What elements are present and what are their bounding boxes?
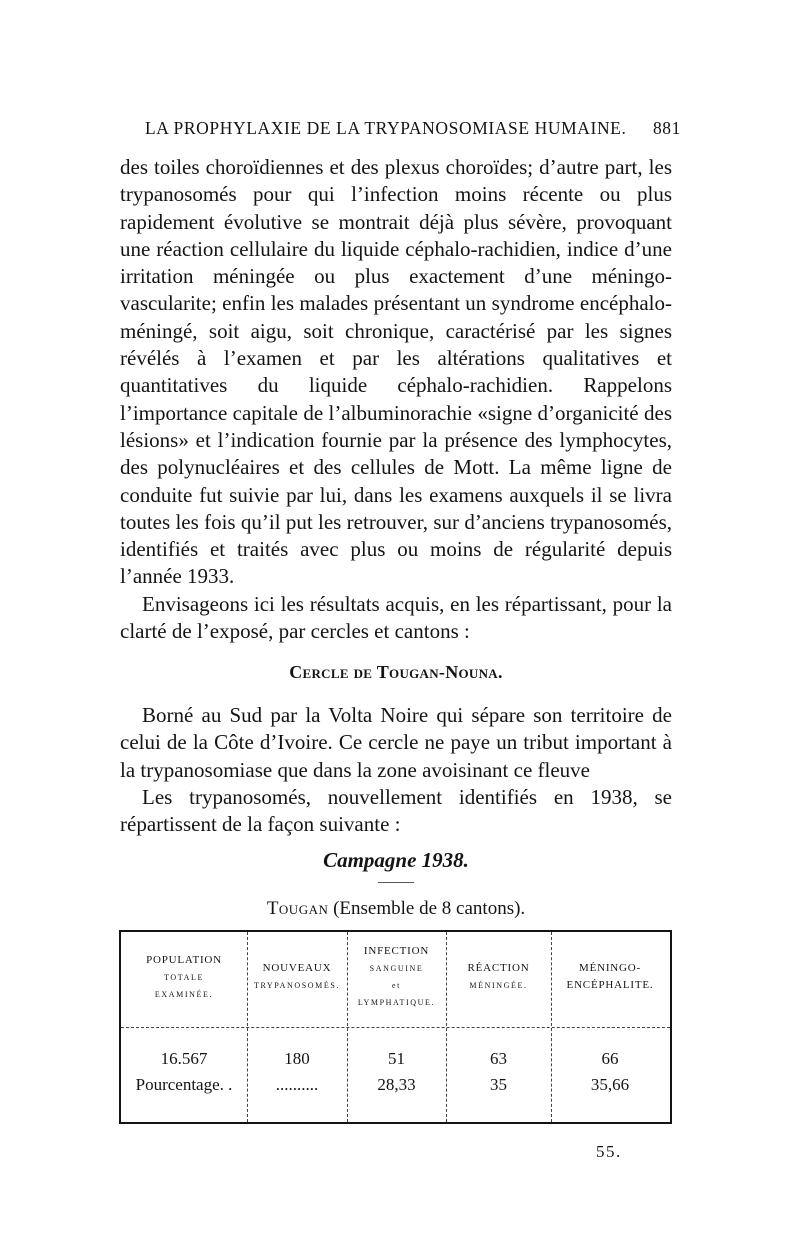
section-title: Cercle de Tougan-Nouna. xyxy=(289,662,503,682)
table-caption xyxy=(120,898,672,920)
header-text: ENCÉPHALITE. xyxy=(566,979,654,991)
header-text: LYMPHATIQUE. xyxy=(357,998,436,1007)
body-text-top xyxy=(120,154,672,645)
header-rule xyxy=(121,1027,670,1028)
header-text: TRYPANOSOMÉS. xyxy=(253,981,341,990)
title-rule xyxy=(378,882,414,883)
table-caption-detail: (Ensemble de 8 cantons). xyxy=(333,898,526,919)
table-cell: 35,66 xyxy=(590,1075,630,1094)
campaign-title: Campagne 1938. xyxy=(323,848,469,872)
statistics-table xyxy=(119,930,672,1124)
header-meningeal-reaction xyxy=(446,932,551,1022)
header-new-trypanosomes xyxy=(247,932,347,1022)
body-text-bottom xyxy=(120,702,672,838)
folio: 55. xyxy=(596,1142,622,1161)
header-meningo-encephalitis xyxy=(551,932,669,1022)
paragraph-2: Envisageons ici les résultats acquis, en les répartissant, pour la clarté de l’exposé, par cercles et cantons : xyxy=(120,591,672,644)
page-number: 881 xyxy=(652,118,681,138)
table-cell: Pourcentage. . xyxy=(135,1075,233,1094)
paragraph-1: des toiles choroïdiennes et des plexus choroïdes; d’autre part, les trypanosomés pour qui l’infection moins récente ou plus rapidement évolutive se montrait déjà plus sévère, provoquant une réaction cellulaire du liquide céphalo-rachidien, indice d’une irritation méningée ou plus exactement d’une méningo-vascularite; enfin les malades présentant un syndrome encéphalo-méningé, soit aigu, soit chronique, caractérisé par les signes révélés à l’examen et par les altérations qualitatives et quantitatives du liquide céphalo-rachidien. Rappelons l’importance capitale de l’albuminorachie «signe d’organicité des lésions» et l’indication fournie par la présence des lymphocytes, des polynucléaires et des cellules de Mott. La même ligne de conduite fut suivie par lui, dans les examens auxquels il se livra toutes les fois qu’il put les retrouver, sur d’anciens trypanosomés, identifiés et traités avec plus ou moins de régularité depuis l’année 1933. xyxy=(120,155,672,589)
table-cell: 35 xyxy=(490,1075,507,1094)
header-text: INFECTION xyxy=(363,945,430,957)
header-text: et xyxy=(392,981,401,990)
paragraph-4: Les trypanosomés, nouvellement identifiés en 1938, se répartissent de la façon suivante : xyxy=(120,784,672,837)
header-text: RÉACTION xyxy=(467,962,530,974)
header-population xyxy=(121,932,247,1022)
table-cell: 63 xyxy=(490,1049,507,1068)
header-text: MÉNINGO- xyxy=(578,962,641,974)
header-text: SANGUINE xyxy=(369,964,424,973)
header-text: NOUVEAUX xyxy=(262,962,332,974)
header-text: TOTALE xyxy=(164,972,204,982)
table-cell: 180 xyxy=(284,1049,310,1068)
header-text: EXAMINÉE. xyxy=(154,989,214,999)
table-cell: 66 xyxy=(601,1049,619,1068)
table-cell: 28,33 xyxy=(377,1075,416,1094)
header-text: MÉNINGÉE. xyxy=(469,981,528,990)
running-head xyxy=(145,118,681,139)
table-cell: .......... xyxy=(275,1075,319,1094)
running-head-title: LA PROPHYLAXIE DE LA TRYPANOSOMIASE HUMAINE. xyxy=(145,118,627,138)
table-cell: 51 xyxy=(388,1049,405,1068)
table-cell: 16.567 xyxy=(160,1049,208,1068)
paragraph-3: Borné au Sud par la Volta Noire qui sépare son territoire de celui de la Côte d’Ivoire. Ce cercle ne paye un tribut important à la trypanosomiase que dans la zone avoisinant ce fleuve xyxy=(120,703,672,782)
header-infection xyxy=(347,932,446,1022)
header-text: POPULATION xyxy=(146,953,222,966)
table-caption-place: Tougan xyxy=(266,898,329,919)
